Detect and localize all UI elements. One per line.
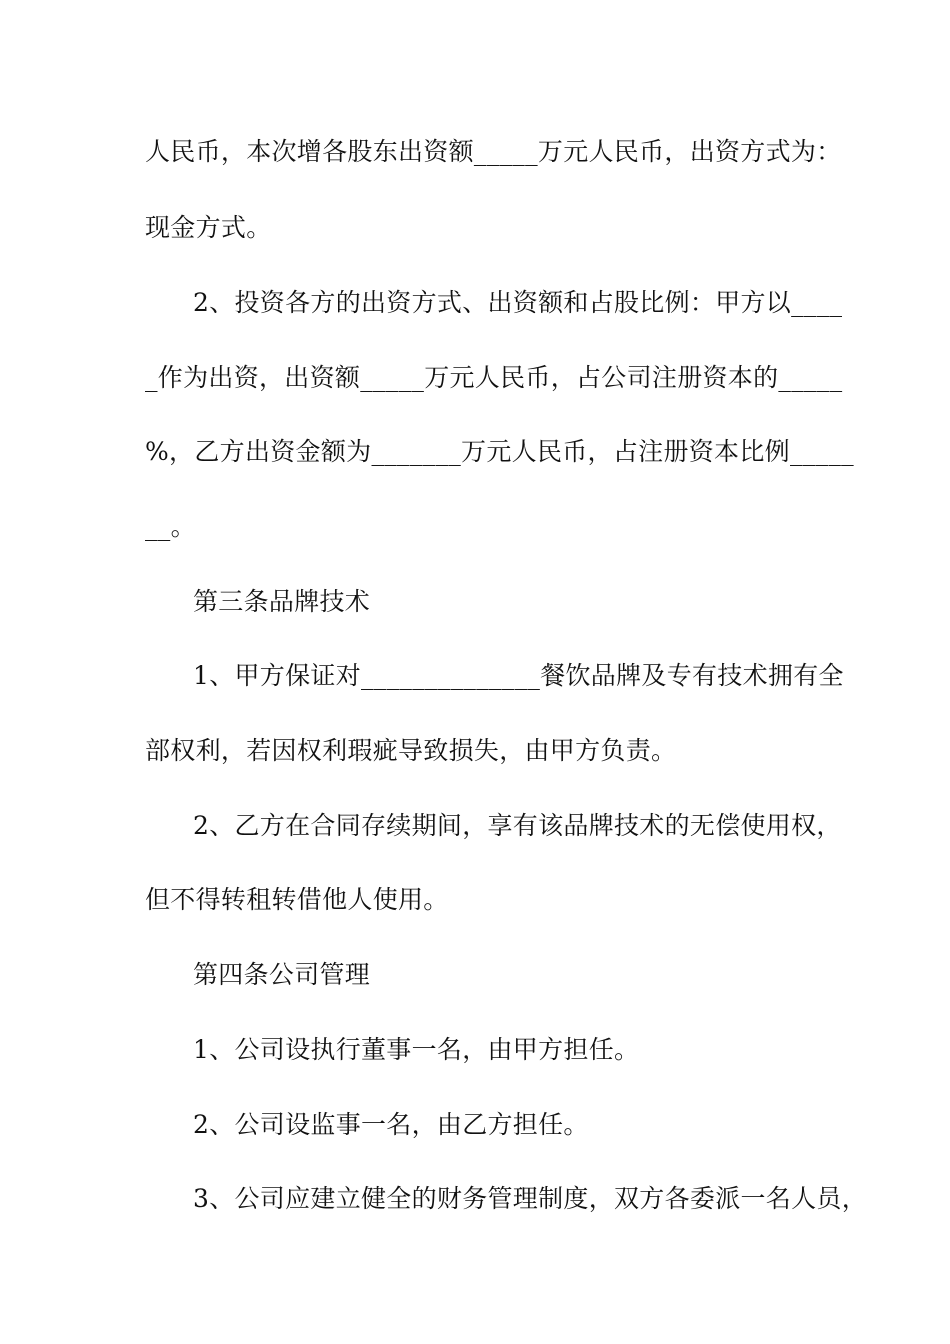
text-line: 2、投资各方的出资方式、出资额和占股比例：甲方以____	[193, 288, 843, 317]
text-line: 部权利，若因权利瑕疵导致损失，由甲方负责。	[145, 736, 677, 765]
text-line: 2、公司设监事一名，由乙方担任。	[193, 1110, 589, 1139]
text-line: 但不得转租转借他人使用。	[145, 885, 449, 914]
text-line: 1、甲方保证对______________餐饮品牌及专有技术拥有全	[193, 661, 844, 690]
text-line: 1、公司设执行董事一名，由甲方担任。	[193, 1035, 640, 1064]
section-heading: 第三条品牌技术	[193, 587, 371, 616]
text-line: 2、乙方在合同存续期间，享有该品牌技术的无偿使用权，	[193, 811, 842, 840]
text-line: 现金方式。	[145, 213, 272, 242]
section-heading: 第四条公司管理	[193, 960, 371, 989]
text-line: %，乙方出资金额为_______万元人民币，占注册资本比例_____	[145, 437, 854, 466]
text-line: 人民币，本次增各股东出资额_____万元人民币，出资方式为：	[145, 137, 842, 166]
text-line: __。	[145, 512, 196, 541]
text-line: _作为出资，出资额_____万元人民币，占公司注册资本的_____	[145, 363, 843, 392]
text-line: 3、公司应建立健全的财务管理制度，双方各委派一名人员，	[193, 1184, 868, 1213]
